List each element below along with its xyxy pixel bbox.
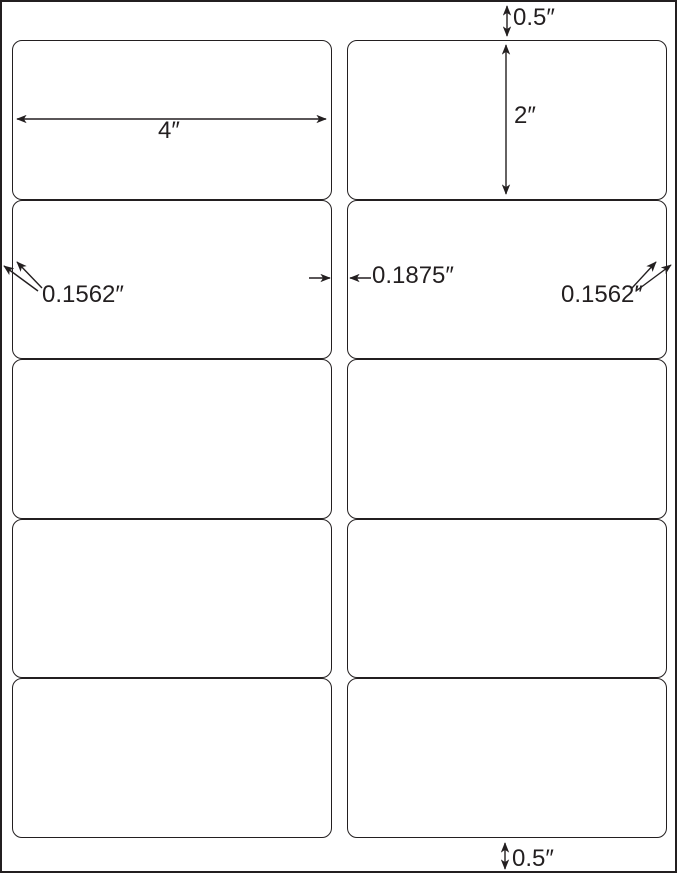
- left-margin-dimension: 0.1562″: [42, 281, 124, 308]
- column-gap-dimension: 0.1875″: [372, 262, 454, 289]
- label-height-dimension: 2″: [514, 102, 536, 129]
- label-cell: [347, 40, 667, 200]
- label-cell: [12, 359, 332, 519]
- bottom-margin-dimension: 0.5″: [512, 845, 554, 872]
- label-width-dimension: 4″: [158, 117, 180, 144]
- right-margin-dimension: 0.1562″: [561, 281, 643, 308]
- label-cell: [12, 519, 332, 679]
- label-cell: [347, 519, 667, 679]
- label-cell: [347, 359, 667, 519]
- label-cell: [347, 678, 667, 838]
- label-cell: [12, 678, 332, 838]
- top-margin-dimension: 0.5″: [513, 4, 555, 31]
- label-cell: [12, 200, 332, 360]
